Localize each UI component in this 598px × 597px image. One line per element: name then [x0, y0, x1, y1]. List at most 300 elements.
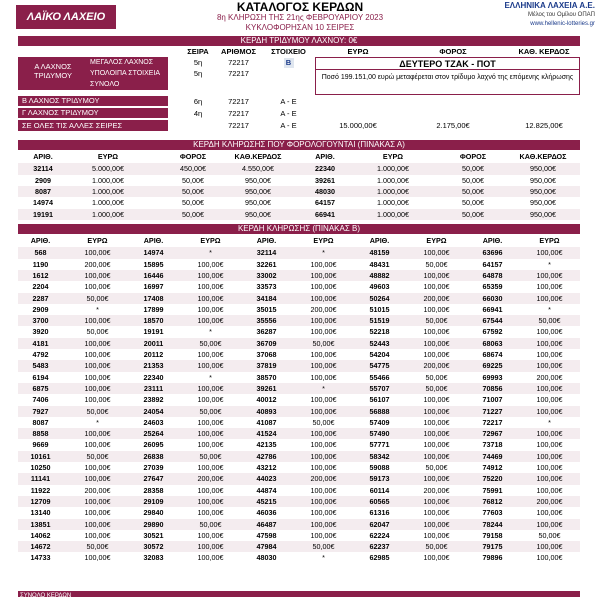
a1-seira: 5η [193, 58, 203, 67]
table-b-cell: 27647 [143, 474, 164, 484]
table-b [18, 235, 580, 589]
table-b-cell: 70856 [482, 383, 503, 393]
table-b-cell: 32083 [143, 553, 164, 563]
table-b-cell: 24603 [143, 417, 164, 427]
table-b-header-cell: ΑΡΙΘ. [256, 236, 277, 245]
table-b-cell: 100,00€ [310, 316, 337, 326]
table-b-cell: 200,00€ [84, 259, 111, 269]
table-b-cell: * [548, 304, 551, 314]
table-a-cell: 50,00€ [182, 186, 204, 196]
table-a-cell: 50,00€ [462, 186, 484, 196]
table-a-cell: 1.000,00€ [377, 164, 409, 174]
table-b-row [18, 406, 580, 417]
table-b-cell: 50,00€ [199, 451, 222, 461]
table-b-cell: 100,00€ [423, 406, 450, 416]
table-b-cell: 1190 [32, 259, 49, 269]
table-b-cell: 27039 [143, 463, 164, 472]
table-b-cell: 62237 [369, 542, 390, 552]
table-b-cell: 100,00€ [197, 417, 224, 427]
table-b-cell: 100,00€ [536, 440, 563, 450]
table-a-header-cell: ΕΥΡΩ [382, 152, 404, 161]
table-b-cell: 100,00€ [84, 338, 111, 348]
table-b-cell: 26095 [143, 440, 164, 450]
table-b-cell: 47598 [256, 530, 277, 540]
table-b-cell: 25264 [143, 429, 164, 439]
table-b-cell: 50,00€ [86, 542, 109, 552]
table-b-cell: 37819 [256, 361, 277, 371]
g-row [18, 108, 580, 118]
table-a-title: ΚΕΡΔΗ ΚΛΗΡΩΣΗΣ ΠΟΥ ΦΟΡΟΛΟΓΟΥΝΤΑΙ (ΠΙΝΑΚΑΣ Α) [18, 140, 580, 150]
table-b-row [18, 360, 580, 371]
table-b-cell: 100,00€ [423, 270, 450, 280]
table-b-row [18, 338, 580, 349]
table-a-cell: 1.000,00€ [377, 198, 409, 208]
table-a-header-cell: ΦΟΡΟΣ [179, 152, 207, 161]
table-b-cell: 47984 [256, 542, 277, 552]
table-b-row [18, 247, 580, 258]
table-b-cell: 21353 [143, 361, 164, 371]
table-b-row [18, 473, 580, 484]
table-b-cell: 50,00€ [199, 338, 222, 348]
col-euro: ΕΥΡΩ [347, 46, 369, 56]
table-b-cell: 4181 [32, 338, 49, 348]
table-b-cell: 7406 [32, 395, 49, 405]
header [0, 0, 598, 36]
table-a-cell: 50,00€ [182, 198, 204, 208]
table-b-cell: 22340 [143, 372, 164, 382]
table-b-cell: 58342 [369, 451, 390, 461]
table-a-cell: 5.000,00€ [92, 164, 124, 174]
table-b-cell: 100,00€ [197, 316, 224, 326]
table-b-cell: 11922 [30, 485, 51, 495]
table-b-cell: 100,00€ [536, 451, 563, 461]
table-b-row [18, 326, 580, 337]
table-b-cell: 100,00€ [197, 270, 224, 280]
table-b-cell: 100,00€ [423, 474, 450, 484]
table-b-cell: 8087 [32, 417, 49, 427]
table-b-header-row [18, 235, 580, 246]
table-b-header-cell: ΕΥΡΩ [539, 236, 560, 245]
table-b-cell: 100,00€ [536, 338, 563, 348]
table-a-cell: 64157 [315, 198, 335, 208]
a-other-elements-label: ΥΠΟΛΟΙΠΑ ΣΤΟΙΧΕΙΑ [90, 70, 161, 77]
table-b-cell: 100,00€ [310, 282, 337, 292]
table-a-cell: 950,00€ [530, 186, 556, 196]
table-b-title: ΚΕΡΔΗ ΚΛΗΡΩΣΗΣ (ΠΙΝΑΚΑΣ Β) [18, 224, 580, 234]
table-b-cell: 100,00€ [310, 259, 337, 269]
table-b-cell: 100,00€ [310, 406, 337, 416]
table-b-header-cell: ΕΥΡΩ [200, 236, 221, 245]
a-total-label: ΣΥΝΟΛΟ [90, 81, 120, 88]
jackpot-box [315, 57, 580, 95]
table-b-cell: 100,00€ [84, 508, 111, 518]
table-b-cell: 2287 [32, 293, 49, 303]
table-b-cell: 200,00€ [536, 496, 563, 506]
table-b-cell: 100,00€ [310, 440, 337, 450]
table-b-row [18, 315, 580, 326]
table-b-cell: 62985 [369, 553, 390, 563]
table-b-cell: 50,00€ [86, 327, 109, 337]
table-b-cell: 2909 [32, 304, 49, 314]
table-b-cell: 40893 [256, 406, 277, 416]
table-b-cell: 15895 [143, 259, 164, 269]
table-b-cell: 100,00€ [310, 451, 337, 461]
table-b-cell: 100,00€ [197, 496, 224, 506]
a-big-ticket-label: ΜΕΓΑΛΟΣ ΛΑΧΝΟΣ [90, 59, 154, 66]
table-b-cell: 100,00€ [536, 350, 563, 359]
table-b-header-cell: ΑΡΙΘ. [30, 236, 51, 245]
table-a-cell: 1.000,00€ [377, 209, 409, 219]
table-b-cell: 100,00€ [310, 496, 337, 506]
table-b-cell: 200,00€ [423, 361, 450, 371]
table-b-cell: 3700 [32, 316, 49, 326]
table-b-cell: 35015 [256, 304, 277, 314]
g-triple-label: Γ ΛΑΧΝΟΣ ΤΡΙΔΥΜΟΥ [18, 108, 168, 118]
top-column-headers [18, 46, 580, 56]
table-b-cell: 44874 [256, 485, 277, 495]
table-b-cell: * [209, 372, 212, 382]
table-b-cell: 100,00€ [84, 282, 111, 292]
table-a-cell: 1.000,00€ [377, 186, 409, 196]
table-b-cell: 100,00€ [84, 474, 111, 484]
table-b-cell: 568 [34, 248, 47, 258]
table-b-cell: 79158 [482, 530, 503, 540]
s-symbol: Α - Ε [280, 121, 297, 130]
table-b-cell: 56888 [369, 406, 390, 416]
table-b-cell: 55466 [369, 372, 390, 382]
table-a-cell: 450,00€ [180, 164, 206, 174]
table-b-cell: 74469 [482, 451, 503, 461]
table-b-cell: 100,00€ [310, 270, 337, 280]
table-b-row [18, 270, 580, 281]
table-b-cell: 56107 [369, 395, 390, 405]
table-a-cell: 950,00€ [530, 175, 556, 185]
table-b-cell: 76812 [482, 496, 503, 506]
table-b-cell: 54204 [369, 350, 390, 359]
table-b-cell: 100,00€ [423, 282, 450, 292]
table-a-cell: 950,00€ [245, 186, 271, 196]
table-a-row [18, 163, 580, 174]
table-a-header-cell: ΕΥΡΩ [97, 152, 119, 161]
table-b-cell: 100,00€ [84, 553, 111, 563]
table-b-cell: 34184 [256, 293, 277, 303]
table-b-cell: 55707 [369, 383, 390, 393]
table-b-cell: 100,00€ [84, 530, 111, 540]
a1-number: 72217 [228, 58, 249, 67]
table-b-cell: 6875 [32, 383, 49, 393]
table-b-cell: 100,00€ [536, 248, 563, 258]
table-b-cell: 50,00€ [425, 372, 448, 382]
s-euro: 15.000,00€ [339, 121, 377, 130]
table-b-cell: 100,00€ [423, 395, 450, 405]
table-b-cell: 17899 [143, 304, 164, 314]
table-b-cell: 100,00€ [423, 530, 450, 540]
table-a-cell: 66941 [315, 209, 335, 219]
brand-name: ΕΛΛΗΝΙΚΑ ΛΑΧΕΙΑ Α.Ε. [504, 1, 595, 10]
table-b-cell: 46036 [256, 508, 277, 518]
table-b-cell: 100,00€ [310, 350, 337, 359]
table-b-cell: 50,00€ [425, 316, 448, 326]
table-b-cell: 32114 [256, 248, 277, 258]
table-b-cell: 8858 [32, 429, 49, 439]
table-b-cell: 100,00€ [197, 282, 224, 292]
table-a-row [18, 175, 580, 186]
table-b-cell: 62047 [369, 519, 390, 529]
table-b-cell: 100,00€ [536, 508, 563, 518]
table-b-cell: 40012 [256, 395, 277, 405]
table-b-cell: * [322, 383, 325, 393]
table-b-cell: 10250 [30, 463, 51, 472]
brand-block [455, 1, 595, 29]
table-b-cell: 6194 [32, 372, 49, 382]
table-b-cell: 66941 [482, 304, 503, 314]
table-b-cell: 100,00€ [84, 496, 111, 506]
table-a-header-cell: ΦΟΡΟΣ [459, 152, 487, 161]
table-b-cell: 41524 [256, 429, 277, 439]
table-b-cell: 48431 [369, 259, 390, 269]
table-b-cell: 13851 [30, 519, 51, 529]
table-a-cell: 950,00€ [245, 198, 271, 208]
table-a-cell: 1.000,00€ [377, 175, 409, 185]
table-b-cell: 67544 [482, 316, 503, 326]
table-b-cell: 100,00€ [310, 485, 337, 495]
table-b-row [18, 394, 580, 405]
table-b-cell: 100,00€ [536, 463, 563, 472]
b-triple-label: Β ΛΑΧΝΟΣ ΤΡΙΔΥΜΟΥ [18, 96, 168, 106]
table-b-cell: 13140 [30, 508, 51, 518]
table-b-cell: 79896 [482, 553, 503, 563]
table-b-cell: 50,00€ [86, 293, 109, 303]
s-kath: 12.825,00€ [525, 121, 563, 130]
table-b-cell: 100,00€ [536, 553, 563, 563]
table-b-cell: 200,00€ [310, 304, 337, 314]
table-b-cell: 60114 [369, 485, 390, 495]
table-b-cell: 66030 [482, 293, 503, 303]
table-b-cell: 100,00€ [423, 338, 450, 348]
table-b-cell: 100,00€ [536, 474, 563, 484]
table-a-header-cell: ΑΡΙΘ. [33, 152, 53, 161]
table-a-cell: 22340 [315, 164, 335, 174]
table-a-cell: 950,00€ [530, 198, 556, 208]
table-b-cell: 100,00€ [423, 553, 450, 563]
website-link[interactable]: www.hellenic-lotteries.gr [530, 21, 595, 27]
table-b-row [18, 281, 580, 292]
table-b-cell: 2204 [32, 282, 49, 292]
table-a-cell: 950,00€ [530, 209, 556, 219]
table-b-cell: 100,00€ [84, 383, 111, 393]
table-b-cell: 100,00€ [84, 361, 111, 371]
table-b-cell: 30521 [143, 530, 164, 540]
table-b-cell: 50,00€ [425, 259, 448, 269]
table-b-cell: 100,00€ [197, 293, 224, 303]
table-b-cell: 45215 [256, 496, 277, 506]
col-kath: ΚΑΘ. ΚΕΡΔΟΣ [518, 46, 570, 56]
table-a-cell: 39261 [315, 175, 335, 185]
s-number: 72217 [228, 121, 249, 130]
g-symbol: Α - Ε [280, 108, 297, 118]
table-a-cell: 1.000,00€ [92, 209, 124, 219]
table-a-header-cell: ΚΑΘ.ΚΕΡΔΟΣ [234, 152, 282, 161]
table-b-cell: 100,00€ [84, 463, 111, 472]
table-b-cell: 100,00€ [536, 293, 563, 303]
table-b-cell: 24054 [143, 406, 164, 416]
table-b-cell: 30572 [143, 542, 164, 552]
table-b-cell: 100,00€ [197, 259, 224, 269]
table-a-header-cell: ΚΑΘ.ΚΕΡΔΟΣ [519, 152, 567, 161]
a2-number: 72217 [228, 69, 249, 78]
table-b-cell: 50264 [369, 293, 390, 303]
table-b-cell: 79175 [482, 542, 503, 552]
table-b-cell: 71227 [482, 406, 503, 416]
table-b-cell: 48882 [369, 270, 390, 280]
table-b-cell: 50,00€ [425, 542, 448, 552]
table-b-cell: 50,00€ [312, 542, 335, 552]
table-b-cell: 61316 [369, 508, 390, 518]
table-b-cell: 14733 [30, 553, 51, 563]
table-a-cell: 950,00€ [245, 209, 271, 219]
table-b-cell: 100,00€ [423, 496, 450, 506]
table-b-cell: 33573 [256, 282, 277, 292]
table-b-row [18, 304, 580, 315]
table-b-cell: 74912 [482, 463, 503, 472]
table-a-cell: 8087 [35, 186, 51, 196]
table-b-cell: 100,00€ [423, 440, 450, 450]
table-b-cell: 50,00€ [425, 383, 448, 393]
table-a-cell: 950,00€ [245, 175, 271, 185]
table-b-cell: 59173 [369, 474, 390, 484]
table-b-cell: * [209, 327, 212, 337]
table-b-cell: 100,00€ [536, 542, 563, 552]
table-b-cell: 57490 [369, 429, 390, 439]
table-b-cell: 200,00€ [84, 485, 111, 495]
table-b-cell: 67592 [482, 327, 503, 337]
table-b-row [18, 519, 580, 530]
table-a-cell: 1.000,00€ [92, 198, 124, 208]
table-b-cell: 26838 [143, 451, 164, 461]
table-b-cell: 20112 [143, 350, 164, 359]
table-b-cell: 100,00€ [310, 463, 337, 472]
table-b-cell: 18570 [143, 316, 164, 326]
table-b-cell: 100,00€ [536, 406, 563, 416]
table-b-cell: 100,00€ [197, 530, 224, 540]
table-b-cell: 49603 [369, 282, 390, 292]
table-b-cell: 16997 [143, 282, 164, 292]
table-b-cell: 100,00€ [84, 519, 111, 529]
table-b-cell: 100,00€ [536, 429, 563, 439]
table-b-cell: 32261 [256, 259, 277, 269]
b-seira: 6η [193, 96, 203, 106]
table-b-cell: 200,00€ [310, 474, 337, 484]
table-b-cell: 100,00€ [84, 270, 111, 280]
table-a-cell: 2909 [35, 175, 51, 185]
table-a-cell: 50,00€ [462, 198, 484, 208]
table-b-cell: 77603 [482, 508, 503, 518]
table-b-cell: 68063 [482, 338, 503, 348]
table-b-cell: 100,00€ [84, 350, 111, 359]
table-b-cell: 48030 [256, 553, 277, 563]
table-b-cell: 100,00€ [310, 519, 337, 529]
table-a-cell: 14974 [33, 198, 53, 208]
table-a-cell: 1.000,00€ [92, 175, 124, 185]
draw-subtitle: 8η ΚΛΗΡΩΣΗ ΤΗΣ 21ης ΦΕΒΡΟΥΑΡΙΟΥ 2023 [216, 13, 384, 22]
table-b-cell: 100,00€ [423, 327, 450, 337]
table-b-cell: 100,00€ [197, 429, 224, 439]
table-b-cell: 100,00€ [423, 417, 450, 427]
table-b-cell: 20011 [143, 338, 164, 348]
table-b-cell: 28358 [143, 485, 164, 495]
table-b-cell: 100,00€ [197, 508, 224, 518]
table-b-row [18, 485, 580, 496]
table-b-cell: 52218 [369, 327, 390, 337]
table-b-cell: 100,00€ [84, 440, 111, 450]
table-a-cell: 1.000,00€ [92, 186, 124, 196]
table-b-cell: 100,00€ [310, 293, 337, 303]
table-b-cell: 100,00€ [536, 327, 563, 337]
table-b-row [18, 462, 580, 473]
table-b-cell: 100,00€ [423, 508, 450, 518]
table-b-cell: 100,00€ [310, 327, 337, 337]
table-b-cell: 50,00€ [199, 406, 222, 416]
table-a-row [18, 197, 580, 208]
a1-symbol-cell [266, 57, 311, 68]
table-b-cell: 100,00€ [310, 361, 337, 371]
table-b-cell: 17408 [143, 293, 164, 303]
table-a-cell: 50,00€ [462, 175, 484, 185]
table-a-cell: 50,00€ [462, 209, 484, 219]
s-foros: 2.175,00€ [436, 121, 470, 130]
table-b-cell: 23892 [143, 395, 164, 405]
table-b-cell: 36287 [256, 327, 277, 337]
table-b-cell: 39261 [256, 383, 277, 393]
table-b-cell: 100,00€ [84, 316, 111, 326]
table-b-cell: 72217 [482, 417, 503, 427]
table-b-cell: 100,00€ [310, 429, 337, 439]
table-b-cell: 64157 [482, 259, 503, 269]
table-b-cell: 100,00€ [423, 429, 450, 439]
table-b-cell: 50,00€ [312, 338, 335, 348]
table-a-cell: 950,00€ [530, 164, 556, 174]
table-b-cell: 100,00€ [536, 282, 563, 292]
table-b-cell: 14062 [30, 530, 51, 540]
circulation-note: ΚΥΚΛΟΦΟΡΗΣΑΝ 10 ΣΕΙΡΕΣ [245, 23, 355, 32]
table-b-cell: * [548, 259, 551, 269]
table-b-row [18, 372, 580, 383]
table-b-cell: 100,00€ [423, 519, 450, 529]
table-b-cell: 57409 [369, 417, 390, 427]
table-b-cell: 100,00€ [84, 395, 111, 405]
g-seira: 4η [193, 108, 203, 118]
table-b-cell: 100,00€ [84, 248, 111, 258]
table-b-cell: 50,00€ [86, 451, 109, 461]
table-b-cell: 50,00€ [199, 519, 222, 529]
brand-member: Μέλος του Ομίλου ΟΠΑΠ [527, 12, 595, 18]
table-b-cell: 200,00€ [423, 485, 450, 495]
table-b-cell: 41087 [256, 417, 277, 427]
table-a-row [18, 209, 580, 220]
jackpot-title: ΔΕΥΤΕΡΟ ΤΖΑΚ - ΠΟΤ [316, 59, 579, 70]
table-b-header-cell: ΑΡΙΘ. [482, 236, 503, 245]
table-b-cell: 100,00€ [84, 429, 111, 439]
table-b-cell: 100,00€ [536, 361, 563, 371]
table-b-cell: * [96, 304, 99, 314]
table-b-cell: 65359 [482, 282, 503, 292]
table-b-row [18, 259, 580, 270]
table-b-cell: 100,00€ [197, 485, 224, 495]
table-b-cell: 64878 [482, 270, 503, 280]
table-b-cell: 100,00€ [197, 395, 224, 405]
table-b-cell: 100,00€ [310, 530, 337, 540]
table-b-cell: 78244 [482, 519, 503, 529]
